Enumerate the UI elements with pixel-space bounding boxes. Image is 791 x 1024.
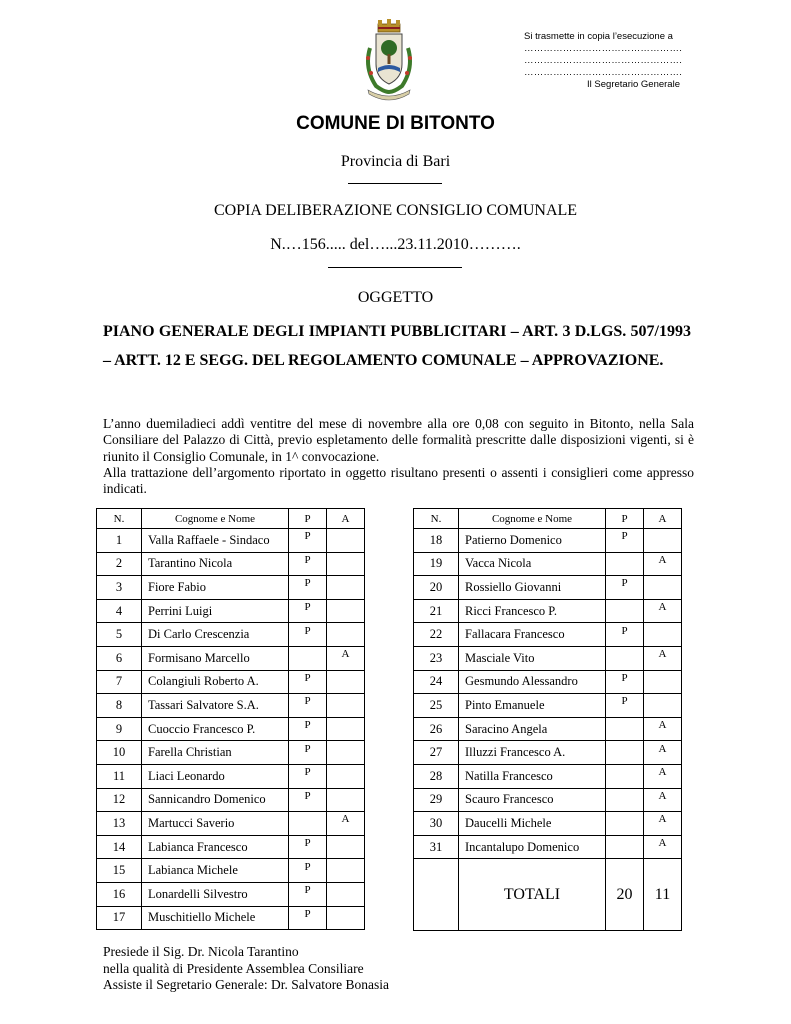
blank-line: ………………………………………….	[524, 67, 683, 78]
absent-mark	[327, 788, 365, 812]
present-mark-text: P	[304, 789, 311, 802]
present-mark	[289, 812, 327, 836]
absent-mark	[644, 599, 682, 623]
present-mark	[289, 764, 327, 788]
subject-label: OGGETTO	[357, 289, 434, 306]
present-mark-text: P	[304, 719, 311, 732]
absent-mark	[327, 552, 365, 576]
intro-paragraph: L’anno duemiladieci addì ventitre del mese di novembre alla ore 0,08 con seguito in Bitonto, nella Sala Consiliare del Palazzo di Città, previo espletamento delle formalità prescritte dalle disposizioni vigenti, si è riunito il Consiglio Comunale, in 1^ convocazione.	[103, 416, 694, 464]
absent-mark-text: A	[341, 648, 350, 661]
attendance-table-right	[413, 508, 682, 931]
member-name: Formisano Marcello	[142, 646, 289, 670]
member-name: Illuzzi Francesco A.	[459, 741, 606, 765]
present-mark-text: P	[621, 577, 628, 590]
absent-mark	[644, 812, 682, 836]
present-mark-text: P	[304, 742, 311, 755]
table-row	[97, 646, 365, 670]
divider	[328, 267, 462, 268]
member-number: 18	[414, 529, 459, 553]
present-mark	[606, 576, 644, 600]
present-mark	[606, 835, 644, 859]
absent-mark-text: A	[658, 837, 667, 850]
member-number: 9	[97, 717, 142, 741]
present-mark	[606, 717, 644, 741]
table-row	[97, 812, 365, 836]
document-title: COMUNE DI BITONTO	[296, 113, 495, 134]
present-mark	[289, 859, 327, 883]
member-name: Vacca Nicola	[459, 552, 606, 576]
province-label: Provincia di Bari	[340, 153, 451, 170]
member-name: Tassari Salvatore S.A.	[142, 694, 289, 718]
absent-mark	[327, 576, 365, 600]
signature-label: Il Segretario Generale	[587, 79, 680, 90]
member-number: 14	[97, 835, 142, 859]
present-mark-text: P	[304, 577, 311, 590]
member-name: Incantalupo Domenico	[459, 835, 606, 859]
absent-mark	[327, 694, 365, 718]
absent-mark	[327, 859, 365, 883]
absent-mark	[644, 623, 682, 647]
member-name: Patierno Domenico	[459, 529, 606, 553]
attendance-paragraph: Alla trattazione dell’argomento riportato in oggetto risultano presenti o assenti i consiglieri come appresso indicati.	[103, 464, 694, 497]
absent-mark	[327, 670, 365, 694]
member-number: 27	[414, 741, 459, 765]
member-name: Natilla Francesco	[459, 764, 606, 788]
transmission-note	[524, 31, 694, 91]
subject-text: PIANO GENERALE DEGLI IMPIANTI PUBBLICITARI – ART. 3 D.LGS. 507/1993 – ARTT. 12 E SEGG. DEL REGOLAMENTO COMUNALE – APPROVAZIONE.	[103, 323, 691, 369]
member-name: Sannicandro Domenico	[142, 788, 289, 812]
table-row	[97, 835, 365, 859]
present-mark-text: P	[304, 553, 311, 566]
table-row	[97, 529, 365, 553]
present-mark	[606, 529, 644, 553]
present-mark	[606, 623, 644, 647]
member-number: 22	[414, 623, 459, 647]
present-mark	[606, 764, 644, 788]
member-name: Liaci Leonardo	[142, 764, 289, 788]
present-mark	[606, 670, 644, 694]
footer	[103, 944, 389, 994]
member-number: 19	[414, 552, 459, 576]
member-number: 25	[414, 694, 459, 718]
table-row	[97, 859, 365, 883]
present-mark-text: P	[304, 530, 311, 543]
member-name: Pinto Emanuele	[459, 694, 606, 718]
table-row	[97, 670, 365, 694]
present-mark-text: P	[304, 601, 311, 614]
present-mark	[289, 717, 327, 741]
present-mark	[606, 788, 644, 812]
body-paragraphs	[103, 416, 694, 497]
member-name: Fallacara Francesco	[459, 623, 606, 647]
absent-mark-text: A	[658, 766, 667, 779]
member-name: Labianca Francesco	[142, 835, 289, 859]
member-name: Saracino Angela	[459, 717, 606, 741]
member-name: Martucci Saverio	[142, 812, 289, 836]
table-row	[414, 576, 682, 600]
absent-mark	[327, 646, 365, 670]
table-row	[414, 764, 682, 788]
table-row	[414, 812, 682, 836]
absent-mark	[644, 788, 682, 812]
table-row	[97, 599, 365, 623]
present-mark	[289, 552, 327, 576]
member-number: 11	[97, 764, 142, 788]
table-row	[97, 576, 365, 600]
member-name: Ricci Francesco P.	[459, 599, 606, 623]
member-number: 7	[97, 670, 142, 694]
absent-mark	[644, 646, 682, 670]
present-mark-text: P	[621, 624, 628, 637]
table-row	[414, 741, 682, 765]
absent-mark	[644, 694, 682, 718]
present-mark-text: P	[621, 671, 628, 684]
present-mark	[606, 599, 644, 623]
absent-mark-text: A	[658, 813, 667, 826]
member-number: 28	[414, 764, 459, 788]
absent-mark	[327, 882, 365, 906]
present-mark	[289, 576, 327, 600]
president-line: Presiede il Sig. Dr. Nicola Tarantino	[103, 944, 299, 959]
member-number: 12	[97, 788, 142, 812]
absent-mark	[327, 764, 365, 788]
header-absent: A	[644, 509, 682, 529]
present-mark	[289, 788, 327, 812]
member-name: Colangiuli Roberto A.	[142, 670, 289, 694]
blank-line: ………………………………………….	[524, 43, 683, 54]
present-mark	[606, 552, 644, 576]
table-row	[414, 670, 682, 694]
header-name: Cognome e Nome	[142, 509, 289, 529]
totals-label: TOTALI	[459, 859, 606, 931]
absent-mark	[327, 529, 365, 553]
member-number: 8	[97, 694, 142, 718]
present-mark	[289, 835, 327, 859]
present-mark	[289, 670, 327, 694]
present-mark-text: P	[304, 837, 311, 850]
absent-mark	[644, 741, 682, 765]
absent-mark-text: A	[658, 742, 667, 755]
absent-mark	[327, 906, 365, 930]
present-mark-text: P	[304, 766, 311, 779]
coat-of-arms-icon	[362, 18, 416, 102]
member-number: 24	[414, 670, 459, 694]
present-mark	[606, 694, 644, 718]
present-mark-text: P	[304, 860, 311, 873]
member-name: Farella Christian	[142, 741, 289, 765]
present-mark-text: P	[621, 530, 628, 543]
table-row	[414, 529, 682, 553]
present-mark	[289, 599, 327, 623]
divider	[348, 183, 442, 184]
member-name: Tarantino Nicola	[142, 552, 289, 576]
present-mark	[606, 812, 644, 836]
member-name: Cuoccio Francesco P.	[142, 717, 289, 741]
table-row	[97, 552, 365, 576]
table-header-row	[414, 509, 682, 529]
table-row	[97, 741, 365, 765]
member-name: Valla Raffaele - Sindaco	[142, 529, 289, 553]
table-row	[414, 788, 682, 812]
header-absent: A	[327, 509, 365, 529]
table-row	[414, 552, 682, 576]
table-row	[414, 623, 682, 647]
member-number: 31	[414, 835, 459, 859]
table-row	[97, 694, 365, 718]
member-number: 3	[97, 576, 142, 600]
absent-mark	[644, 552, 682, 576]
member-name: Perrini Luigi	[142, 599, 289, 623]
member-number: 23	[414, 646, 459, 670]
present-mark	[289, 646, 327, 670]
absent-mark	[327, 835, 365, 859]
absent-mark-text: A	[658, 553, 667, 566]
table-row	[97, 764, 365, 788]
absent-mark	[327, 741, 365, 765]
table-row	[414, 694, 682, 718]
member-name: Muschitiello Michele	[142, 906, 289, 930]
present-mark	[289, 741, 327, 765]
table-row	[97, 882, 365, 906]
member-number: 6	[97, 646, 142, 670]
absent-mark	[327, 599, 365, 623]
table-row	[414, 835, 682, 859]
header-number: N.	[97, 509, 142, 529]
header-name: Cognome e Nome	[459, 509, 606, 529]
member-number: 29	[414, 788, 459, 812]
attendance-table-left	[96, 508, 365, 930]
absent-mark-text: A	[658, 789, 667, 802]
member-name: Masciale Vito	[459, 646, 606, 670]
present-mark	[289, 529, 327, 553]
absent-mark	[644, 835, 682, 859]
deliberation-number: N.…156..... del…...23.11.2010……….	[270, 236, 521, 253]
member-name: Gesmundo Alessandro	[459, 670, 606, 694]
member-number: 15	[97, 859, 142, 883]
absent-mark	[327, 812, 365, 836]
present-mark-text: P	[304, 907, 311, 920]
table-row	[97, 788, 365, 812]
member-name: Lonardelli Silvestro	[142, 882, 289, 906]
table-row	[414, 599, 682, 623]
absent-mark-text: A	[658, 719, 667, 732]
table-row	[414, 646, 682, 670]
absent-mark-text: A	[658, 601, 667, 614]
member-name: Fiore Fabio	[142, 576, 289, 600]
secretary-line: Assiste il Segretario Generale: Dr. Salvatore Bonasia	[103, 977, 390, 992]
present-mark	[289, 694, 327, 718]
table-row	[97, 717, 365, 741]
member-number: 21	[414, 599, 459, 623]
member-number: 13	[97, 812, 142, 836]
member-name: Scauro Francesco	[459, 788, 606, 812]
absent-mark	[644, 764, 682, 788]
absent-mark	[644, 670, 682, 694]
member-number: 2	[97, 552, 142, 576]
absent-mark	[327, 623, 365, 647]
member-number: 5	[97, 623, 142, 647]
table-row	[97, 623, 365, 647]
member-name: Labianca Michele	[142, 859, 289, 883]
present-mark-text: P	[304, 671, 311, 684]
table-header-row	[97, 509, 365, 529]
member-number: 26	[414, 717, 459, 741]
present-mark	[289, 906, 327, 930]
absent-mark-text: A	[341, 813, 350, 826]
header-present: P	[606, 509, 644, 529]
totals-absent: 11	[644, 859, 682, 931]
present-mark	[289, 623, 327, 647]
member-name: Rossiello Giovanni	[459, 576, 606, 600]
blank-line: ………………………………………….	[524, 55, 683, 66]
member-number: 16	[97, 882, 142, 906]
header-number: N.	[414, 509, 459, 529]
totals-row	[414, 859, 682, 931]
totals-present: 20	[606, 859, 644, 931]
absent-mark	[327, 717, 365, 741]
table-row	[414, 717, 682, 741]
present-mark	[606, 741, 644, 765]
present-mark	[606, 646, 644, 670]
totals-empty-cell	[414, 859, 459, 931]
transmission-note-text: Si trasmette in copia l’esecuzione a	[524, 31, 673, 42]
table-row	[97, 906, 365, 930]
member-name: Daucelli Michele	[459, 812, 606, 836]
member-number: 30	[414, 812, 459, 836]
header-present: P	[289, 509, 327, 529]
present-mark-text: P	[304, 624, 311, 637]
deliberation-type: COPIA DELIBERAZIONE CONSIGLIO COMUNALE	[213, 202, 578, 219]
absent-mark	[644, 576, 682, 600]
member-number: 20	[414, 576, 459, 600]
member-number: 17	[97, 906, 142, 930]
absent-mark	[644, 529, 682, 553]
absent-mark	[644, 717, 682, 741]
member-number: 1	[97, 529, 142, 553]
present-mark	[289, 882, 327, 906]
present-mark-text: P	[304, 695, 311, 708]
member-number: 4	[97, 599, 142, 623]
president-role: nella qualità di Presidente Assemblea Consiliare	[103, 960, 364, 976]
member-name: Di Carlo Crescenzia	[142, 623, 289, 647]
member-number: 10	[97, 741, 142, 765]
absent-mark-text: A	[658, 648, 667, 661]
present-mark-text: P	[304, 884, 311, 897]
present-mark-text: P	[621, 695, 628, 708]
